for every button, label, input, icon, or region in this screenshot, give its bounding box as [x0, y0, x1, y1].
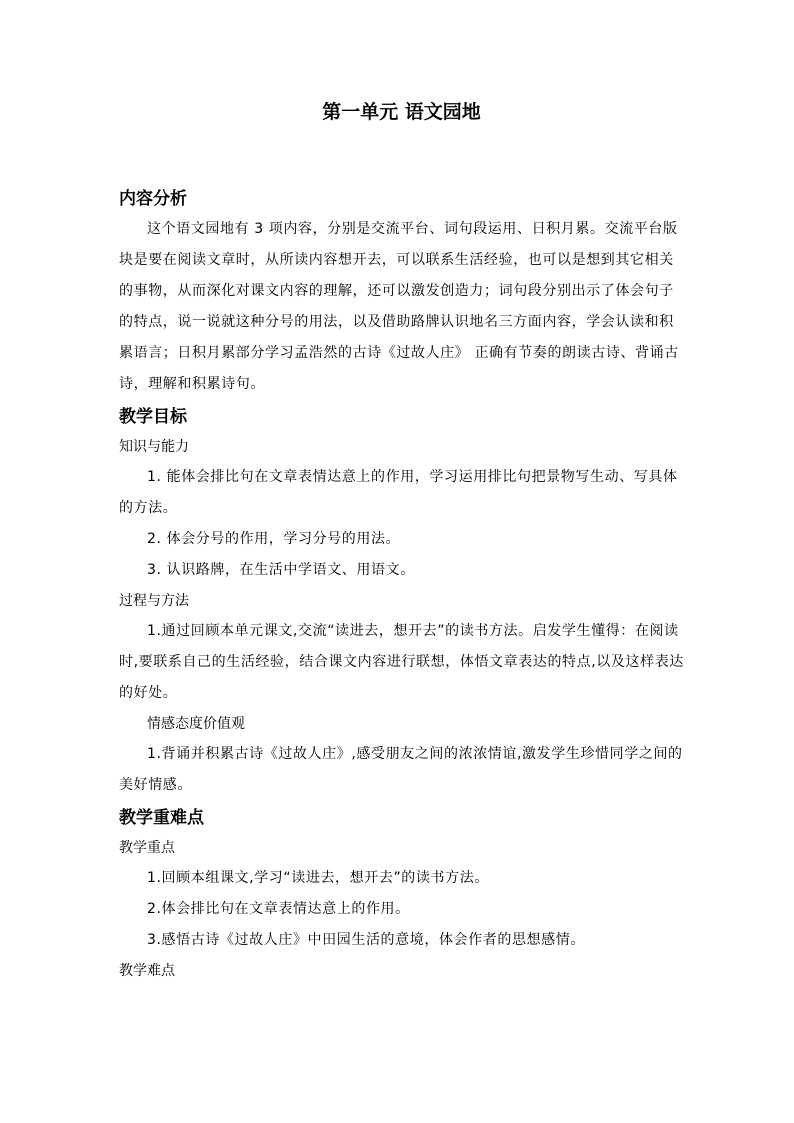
list-item: 1.回顾本组课文,学习“读进去，想开去”的读书方法。 [147, 870, 489, 886]
list-item: 1.背诵并积累古诗《过故人庄》,感受朋友之间的浓浓情谊,激发学生珍惜同学之间的美好情感。 [119, 746, 683, 793]
subheading-emotion: 情感态度价值观 [147, 716, 245, 732]
subheading-focus: 教学重点 [119, 840, 175, 856]
heading-teaching-goals: 教学目标 [119, 407, 187, 427]
list-item: 3.感悟古诗《过故人庄》中田园生活的意境，体会作者的思想感情。 [147, 932, 585, 948]
list-item: 2.体会排比句在文章表情达意上的作用。 [147, 901, 410, 917]
page-title: 第一单元 语文园地 [322, 101, 481, 123]
document-body [119, 96, 684, 986]
subheading-process: 过程与方法 [119, 593, 189, 609]
list-item: 1. 能体会排比句在文章表情达意上的作用，学习运用排比句把景物写生动、写具体的方法。 [119, 469, 678, 516]
list-item: 1.通过回顾本单元课文,交流“读进去，想开去”的读书方法。启发学生懂得：在阅读时,要联系自己的生活经验，结合课文内容进行联想，体悟文章表达的特点,以及这样表达的好处。 [119, 623, 684, 701]
list-item: 2. 体会分号的作用，学习分号的用法。 [147, 531, 401, 547]
heading-content-analysis: 内容分析 [119, 189, 187, 209]
list-item: 3. 认识路牌，在生活中学语文、用语文。 [147, 562, 415, 578]
subheading-knowledge: 知识与能力 [119, 439, 189, 455]
heading-key-points: 教学重难点 [119, 808, 204, 828]
paragraph-content-analysis: 这个语文园地有 3 项内容，分别是交流平台、词句段运用、日积月累。交流平台版块是要在阅读文章时，从所读内容想开去，可以联系生活经验，也可以是想到其它相关的事物，从而深化对课文内容的理解，还可以激发创造力；词句段分别出示了体会句子的特点，说一说就这种分号的用法，以及借助路牌认识地名三方面内容，学会认读和积累语言；日积月累部分学习孟浩然的古诗《过故人庄》 正确有节奏的朗读古诗、背诵古诗，理解和积累诗句。 [119, 221, 679, 392]
subheading-difficulty: 教学难点 [119, 963, 175, 979]
